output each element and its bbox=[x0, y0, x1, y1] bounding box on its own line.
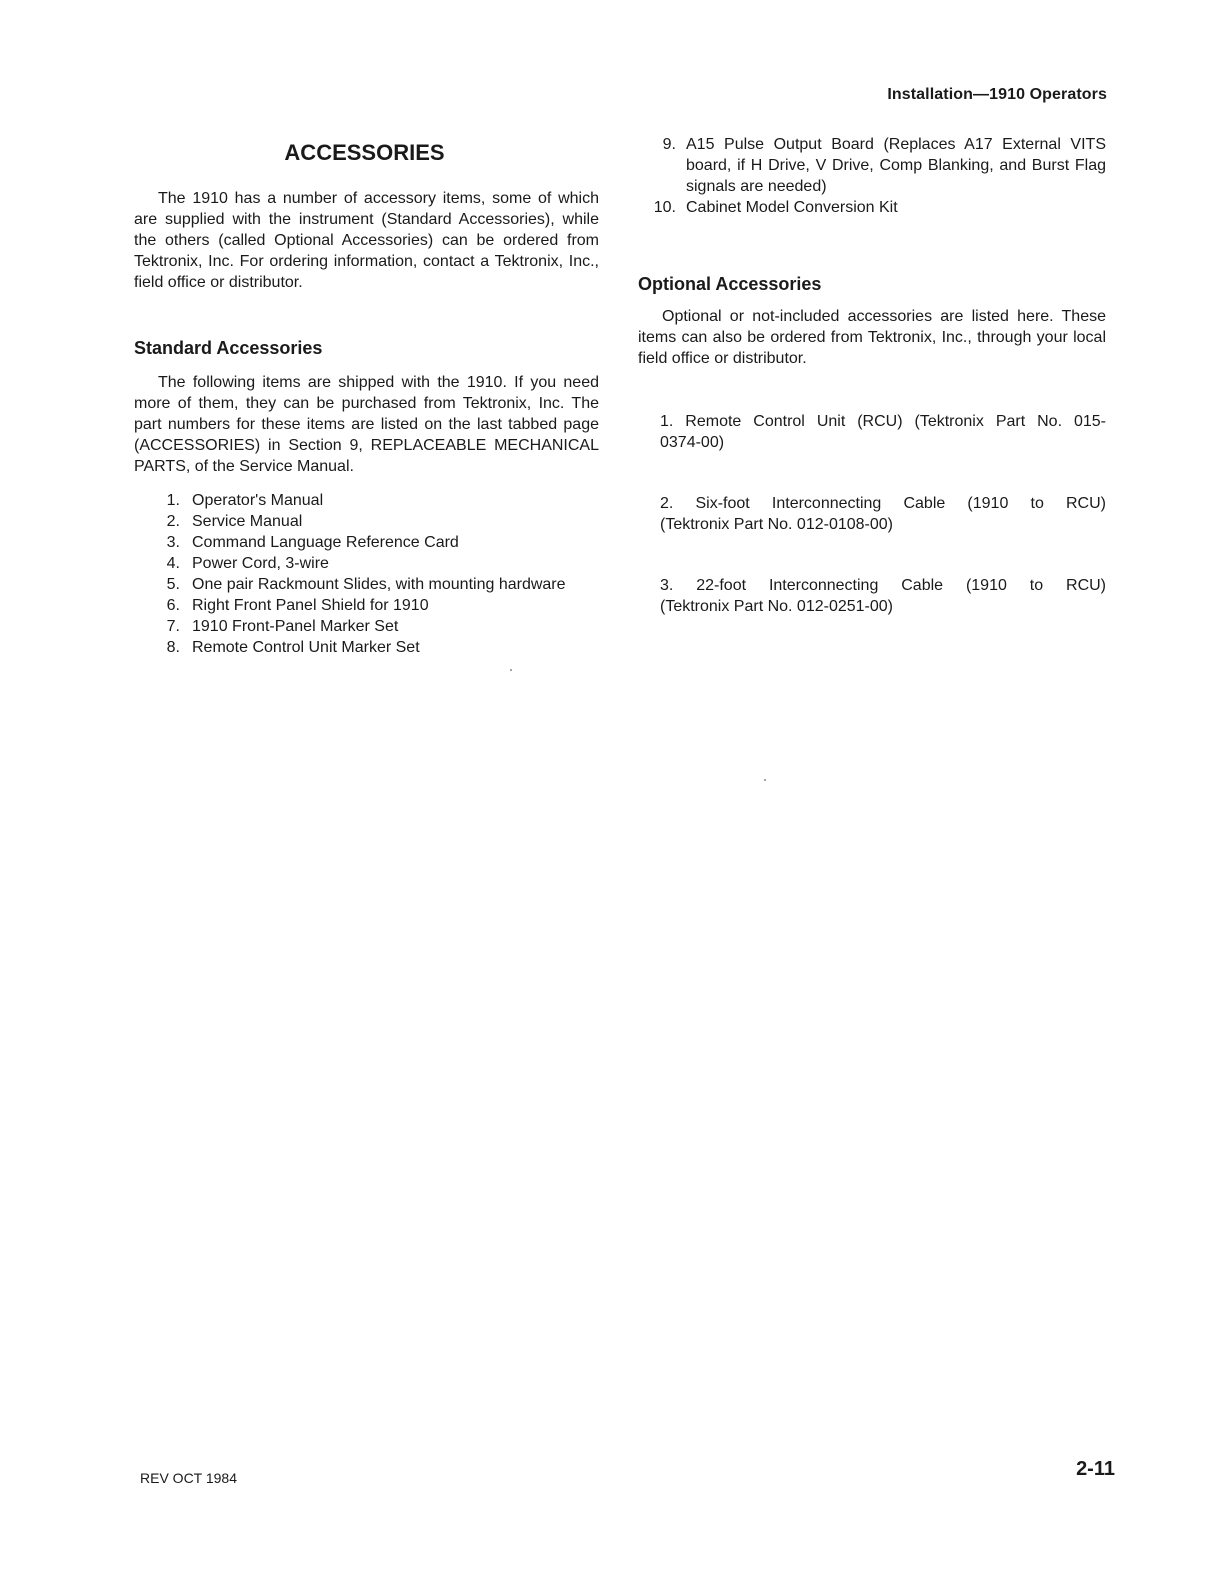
list-item-text: Cabinet Model Conversion Kit bbox=[686, 199, 898, 216]
list-item-text: A15 Pulse Output Board (Replaces A17 External VITS board, if H Drive, V Drive, Comp Blanking, and Burst Flag signals are needed) bbox=[686, 136, 1106, 195]
intro-paragraph: The 1910 has a number of accessory items, some of which are supplied with the instrument (Standard Accessories), while the others (called Optional Accessories) can be ordered from Tektronix, Inc. For ordering information, contact a Tektronix, Inc., field office or distributor. bbox=[134, 190, 599, 291]
section-title: ACCESSORIES bbox=[284, 140, 445, 165]
optional-item-line: 1. Remote Control Unit (RCU) (Tektronix Part No. 015- bbox=[660, 413, 1106, 430]
list-item-text: 1910 Front-Panel Marker Set bbox=[192, 618, 399, 635]
list-item bbox=[134, 595, 599, 616]
list-item bbox=[134, 511, 599, 532]
list-item-number: 10. bbox=[653, 199, 676, 216]
list-item-text: Operator's Manual bbox=[192, 492, 324, 509]
optional-item-line: 0374-00) bbox=[660, 434, 725, 451]
list-item-text: One pair Rackmount Slides, with mounting hardware bbox=[192, 576, 566, 593]
list-item-number: 3. bbox=[166, 534, 180, 551]
list-item-number: 7. bbox=[166, 618, 180, 635]
scan-speck bbox=[764, 779, 766, 781]
scan-speck bbox=[510, 669, 512, 671]
running-header: Installation—1910 Operators bbox=[887, 86, 1107, 103]
list-item-number: 5. bbox=[166, 576, 180, 593]
optional-item-line: 3. 22-foot Interconnecting Cable (1910 to RCU) bbox=[660, 577, 1106, 594]
list-item-text: Remote Control Unit Marker Set bbox=[192, 639, 420, 656]
optional-item bbox=[638, 493, 1106, 535]
list-item-text: Command Language Reference Card bbox=[192, 534, 459, 551]
list-item bbox=[134, 490, 599, 511]
list-item bbox=[134, 532, 599, 553]
list-item bbox=[638, 134, 1106, 197]
standard-accessories-list bbox=[134, 490, 599, 658]
list-item bbox=[638, 197, 1106, 218]
list-item-number: 9. bbox=[662, 136, 676, 153]
list-item-number: 6. bbox=[166, 597, 180, 614]
list-item bbox=[134, 637, 599, 658]
optional-accessories-heading: Optional Accessories bbox=[638, 274, 822, 294]
list-item bbox=[134, 574, 599, 595]
standard-accessories-list-continued bbox=[638, 134, 1106, 218]
optional-item-line: (Tektronix Part No. 012-0251-00) bbox=[660, 598, 893, 615]
list-item bbox=[134, 553, 599, 574]
standard-accessories-heading: Standard Accessories bbox=[134, 338, 323, 358]
page-number: 2-11 bbox=[1076, 1458, 1115, 1480]
list-item-number: 2. bbox=[166, 513, 180, 530]
list-item bbox=[134, 616, 599, 637]
list-item-text: Right Front Panel Shield for 1910 bbox=[192, 597, 429, 614]
left-column bbox=[134, 136, 599, 658]
optional-intro-paragraph: Optional or not-included accessories are listed here. These items can also be ordered from Tektronix, Inc., through your local field office or distributor. bbox=[638, 308, 1106, 367]
optional-item-line: 2. Six-foot Interconnecting Cable (1910 to RCU) bbox=[660, 495, 1106, 512]
optional-item bbox=[638, 411, 1106, 453]
optional-item-line: (Tektronix Part No. 012-0108-00) bbox=[660, 516, 893, 533]
list-item-text: Power Cord, 3-wire bbox=[192, 555, 329, 572]
list-item-number: 1. bbox=[166, 492, 180, 509]
revision-note: REV OCT 1984 bbox=[140, 1470, 238, 1486]
right-column bbox=[638, 134, 1106, 617]
list-item-number: 4. bbox=[166, 555, 180, 572]
optional-item bbox=[638, 575, 1106, 617]
list-item-text: Service Manual bbox=[192, 513, 303, 530]
list-item-number: 8. bbox=[166, 639, 180, 656]
standard-intro-paragraph: The following items are shipped with the 1910. If you need more of them, they can be purchased from Tektronix, Inc. The part numbers for these items are listed on the last tabbed page (ACCESSORIES) in Section 9, REPLACEABLE MECHANICAL PARTS, of the Service Manual. bbox=[134, 374, 599, 475]
